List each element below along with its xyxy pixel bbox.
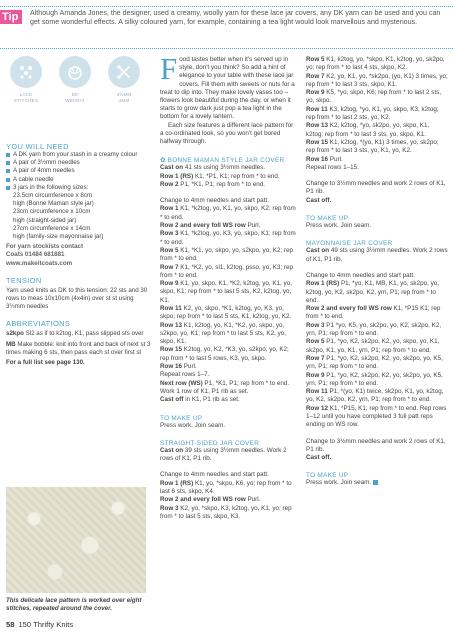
abbr-s2kpo: s2kpo Sl2 as if to k2tog, K1, pass slipped sts over [6, 330, 144, 338]
divider [0, 48, 453, 49]
yarn-stockists: For yarn stockists contact Coats 01484 681881 www.makeitcoats.com [6, 243, 84, 267]
tip-label: Tip [0, 10, 22, 24]
you-will-need-heading: YOU WILL NEED [6, 142, 69, 151]
full-list-note: For a full list see page 130. [6, 359, 85, 367]
abbr-mb: MB Make bobble: knit into front and back of next st 3 times making 6 sts, then pass each st over first st [6, 340, 151, 356]
lace-photo [6, 487, 146, 593]
list-item: A pair of 3½mm needles [6, 159, 152, 167]
left-column [6, 56, 152, 367]
star-icon: ✿ [160, 157, 166, 165]
list-item: A DK yarn from your stash in a creamy colour [6, 151, 152, 159]
materials-list [6, 151, 152, 192]
lace-stitches-icon [10, 56, 42, 88]
middle-column: Food tastes better when it's served up in style, don't you think? So add a hint of elegance to your table with these lace jar covers. Fill them with sweets or nuts for a treat to dip into. They make lovely vases too – flowers look beautiful during the day, or when it starts to grow dark just pop a tea light in the bottom for a lovely lantern. Each size features a different lace pattern for a co-ordinated look, so you won't get bored halfway through. ✿ BONNE MAMAN STYLE JAR COVER Cast on 41 sts using 3½mm needles. Row 1 (RS) K1, *P1, K1; rep from * to end. Row 2 P1, *K1, P1; rep from * to end. Change to 4mm needles and start patt. Row 1 K1, *k2tog, yo, K1, yo, skpo, K2; rep from * to end. Row 2 and every foll WS row Purl. Row 3 K1, *k2tog, yo, K3, yo, skpo, K1; rep from * to end. Row 5 K1, *K1, yo, skpo, yo, s2kpo, yo, K2; rep from * to end. Row 7 K1, *K2, yo, sl1, k2tog, psso, yo, K3; rep from * to end. Row 9 K1, yo, skpo, K1, *K2, k2tog, yo, K1, yo, skpo, K1; rep from * to last 5 sts, K2, k2tog, yo, K1. Row 11 K2, yo, skpo, *K1, k2tog, yo, K3, yo, skpo; rep from * to last 5 sts, K1, k2tog, yo, K2. Row 13 K1, k2tog, yo, K1, *K2, yo, skpo, yo, s2kpo, yo, K1; rep from * to last 5 sts, K2, yo, skpo, K1. Row 15 K2tog, yo, K2, *K3, yo, s2kpo, yo, K2; rep from * to last 5 rows, K3, yo, skpo. Row 16 Purl. Repeat rows 1–7. Next row (WS) P1, *K1, P1; rep from * to end. Work 1 row of K1, P1 rib as set. Cast off in K1, P1 rib as set. TO MAKE UP Press work. Join seam. STRAIGHT-SIDED JAR COVER Cast on 39 sts using 3½mm needles. Work 2 rows of K1, P1 rib. Change to 4mm needles and start patt. Row 1 (RS) K1, yo, *skpo, K6, yo; rep from * to last 6 sts, skpo, K4. Row 2 and every foll WS row Purl. Row 3 K2, yo, *skpo, K3, k2tog, yo, K1, yo; rep from * to last 5 sts, skpo, K3. [160, 56, 298, 521]
intro: Food tastes better when it's served up in style, don't you think? So add a hint of elegance to your table with these lace jar covers. Fill them with sweets or nuts for a treat to dip into. They make lovely vases too – flowers look beautiful during the day, or when it starts to grow dark just pop a tea light in the bottom for a lovely lantern. Each size features a different lace pattern for a co-ordinated look, so you won't get bored halfway through. [160, 51, 295, 146]
tension-text: Yarn used knits as DK to this tension: 22 sts and 30 rows to meas 10x10cm (4x4in) over st st using 3½mm needles [6, 286, 148, 311]
make-up-heading: TO MAKE UP [306, 215, 349, 223]
drop-cap: F [160, 51, 178, 86]
straight-sided-heading: STRAIGHT-SIDED JAR COVER [160, 439, 260, 447]
page-number: 58 [6, 620, 15, 629]
page-footer [6, 620, 73, 629]
needles-icon [108, 56, 140, 88]
jar-sizes: 23.5cm circumference x 8cm high (Bonne Maman style jar) 23cm circumference x 10cm high (straight-sided jar) 27cm circumference x 14cm high (family-size mayonnaise jar) [13, 192, 104, 241]
make-up-heading: TO MAKE UP [160, 414, 203, 422]
tip-band [0, 0, 453, 48]
mayonnaise-heading: MAYONNAISE JAR COVER [306, 240, 393, 248]
end-mark-icon [373, 480, 378, 485]
list-item: A cable needle [6, 176, 152, 184]
bonne-maman-heading: ✿ BONNE MAMAN STYLE JAR COVER [160, 157, 285, 165]
book-title: 150 Thrifty Knits [18, 620, 74, 629]
make-up-heading: TO MAKE UP [306, 472, 349, 480]
divider [0, 6, 453, 7]
icons-row: LACE STITCHES DK WEIGHT 3½MM 4MM [6, 56, 152, 138]
photo-caption: This delicate lace pattern is worked over eight stitches, repeated around the cover. [6, 597, 142, 612]
list-item: 3 jars in the following sizes: [6, 184, 152, 192]
tip-text: Although Amanda Jones, the designer, used a creamy, woolly yarn for these lace jar covers, any DK yarn can be used and you can get some wonderful effects. A silky coloured yarn, for example, containing a tea light would look marvellous and mysterious. [30, 9, 441, 26]
dk-weight-icon [59, 56, 91, 88]
list-item: A pair of 4mm needles [6, 167, 152, 175]
abbreviations-heading: ABBREVIATIONS [6, 319, 71, 329]
right-column: Row 5 K1, k2tog, yo, *skpo, K1, k2tog, yo, sk2po, yo; rep from * to last 4 sts, skpo, K2. Row 7 K2, yo, K1, yo, *sk2po, (yo, K1) 3 times, yo; rep from * to last 3 sts, skpo, K1. Row 9 K5, *yo, skpo, K6; rep from * to last 2 sts, yo, skpo. Row 11 K3, k2tog, *yo, K1, yo, skpo, K3, k2tog; rep from * to last 2 sts, yo, K2. Row 13 K2, k2tog, *yo, sk2po, yo, skpo, K1, k2tog; rep from * to last 3 sts, yo, skpo, K1. Row 15 K1, k2tog, *(yo, K1) 3 times, yo, sk2po; rep from * to last 3 sts, yo, K1, yo, K2. Row 16 Purl. Repeat rows 1–15. Change to 3½mm needles and work 2 rows of K1, P1 rib. Cast off. TO MAKE UP Press work. Join seam. MAYONNAISE JAR COVER Cast on 49 sts using 3½mm needles. Work 2 rows of K1, P1 rib. Change to 4mm needles and start patt. Row 1 (RS) P1, *yo, K1, MB, K1, yo, sk2po, yo, k2tog, yo, K2, sk2po, K2, yrn, P1; rep from * to end. Row 2 and every foll WS row K1, *P15 K1; rep from * to end. Row 3 P1 *yo, K5, yo, sk2po, yo, K2, sk2po, K2, yrn, P1; rep from * to end. Row 5 P1, *yo, K2, sk2po, K2, yo, skpo, yo, K1, sk2po, K1, yo, K1, yrn, P1; rep from * to end. Row 7 P1, *yo, K2, sk2po, K2, yo, sk2po, yo, K5, yrn, P1; rep from * to end. Row 9 P1, *yo, K2, sk2po, K2, yo, sk2po, yo, K5, yrn, P1; rep from * to end. Row 11 P1, *(yo, K1) twice, sk2po, K1, yo, k2tog, yo, K2, sk2po, K2, yrn, P1; rep from * to end. Row 12 K1, *P15, K1; rep from * to end. Rep rows 1–12 until you have completed 3 full patt reps ending on WS row. Change to 3½mm needles and work 2 rows of K1, P1 rib. Cast off. TO MAKE UP Press work. Join seam. [306, 56, 448, 487]
tension-heading: TENSION [6, 275, 42, 285]
